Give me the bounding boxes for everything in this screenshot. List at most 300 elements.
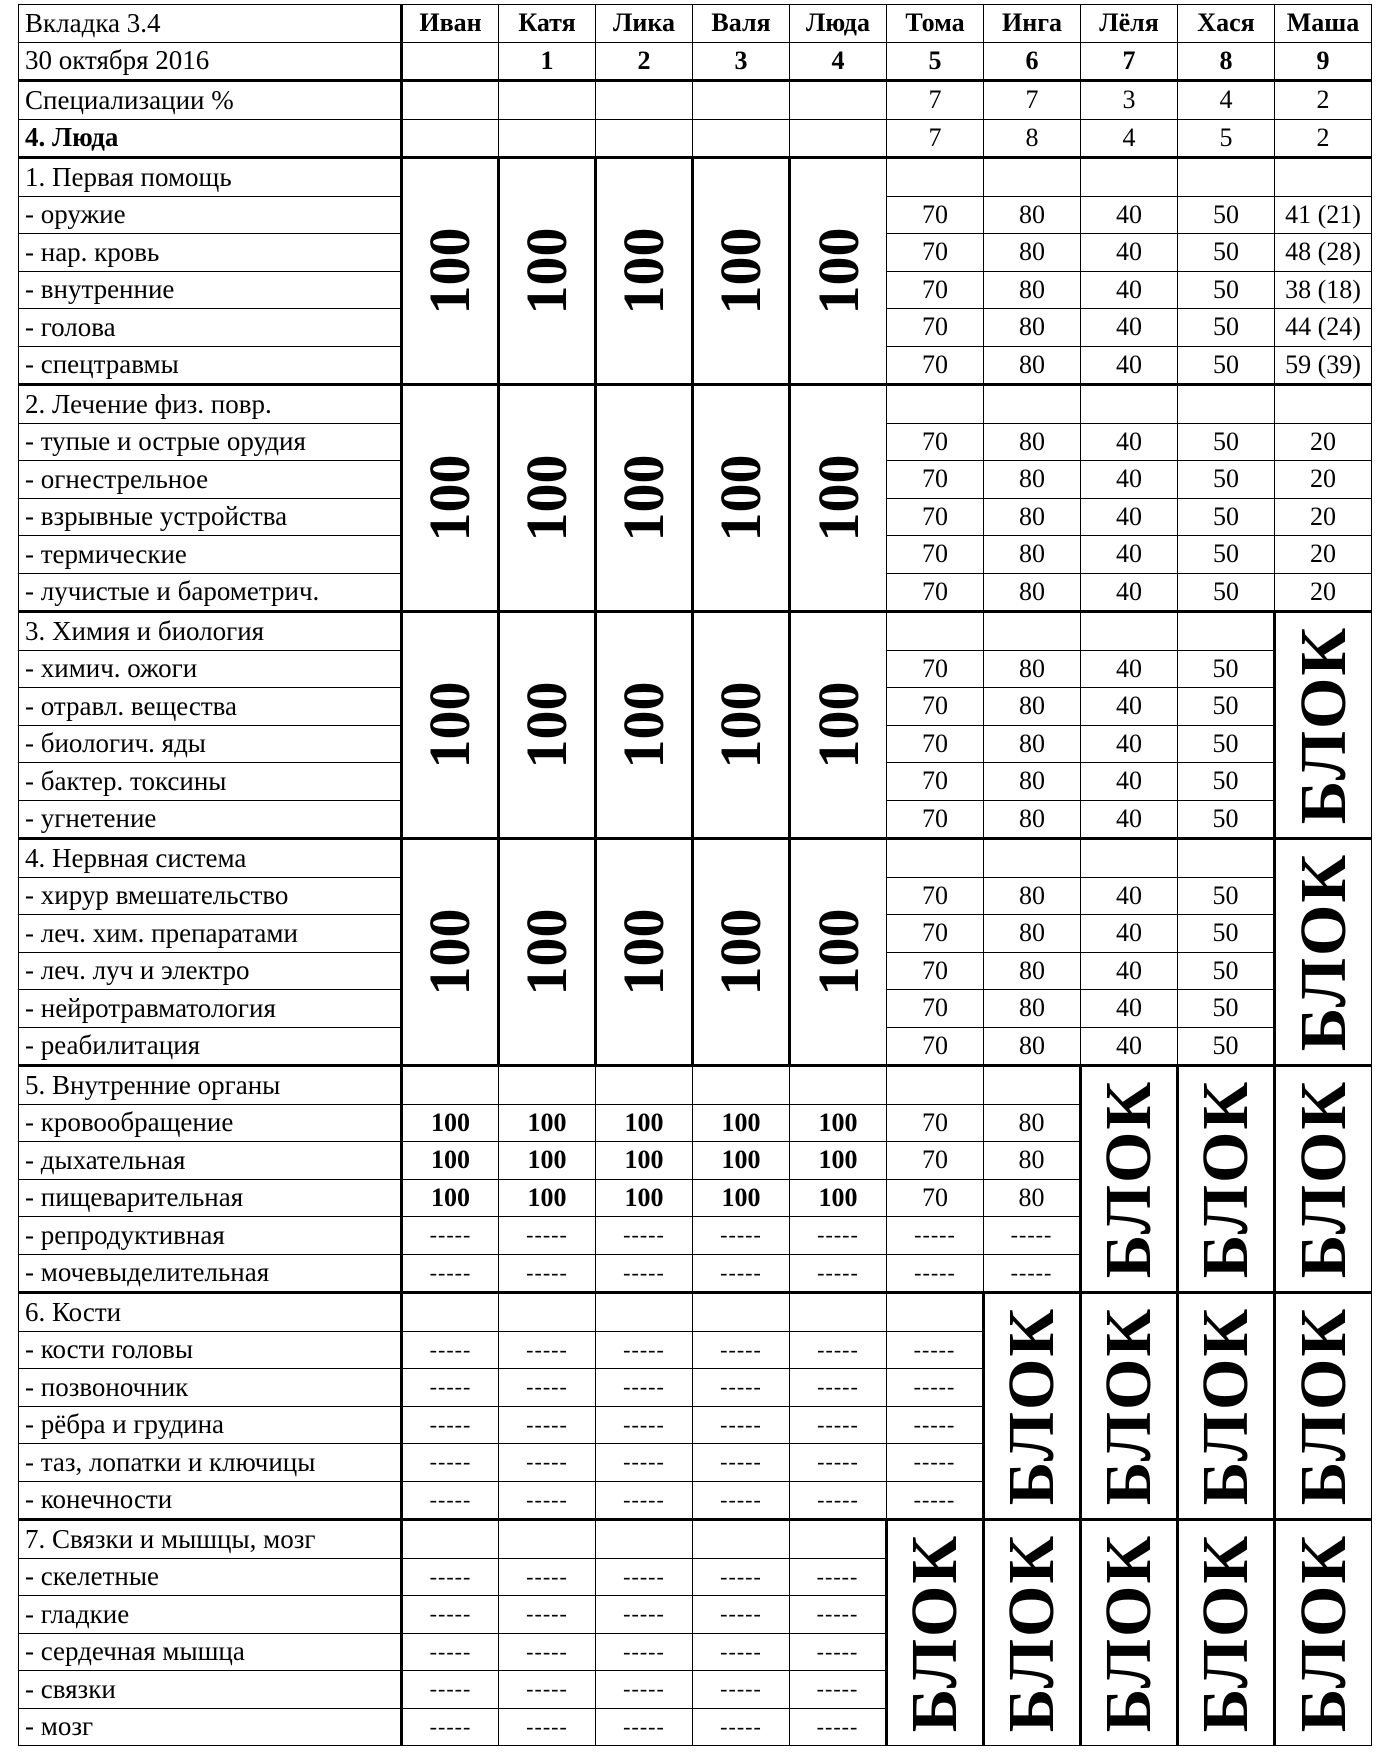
dash-cell: ----- <box>402 1633 499 1671</box>
block-cell-text: БЛОК <box>995 1533 1068 1733</box>
value-cell: 100 <box>596 1179 693 1217</box>
masha-value: 20 <box>1275 461 1372 499</box>
khasya-value: 50 <box>1178 573 1275 612</box>
percent-cell: 8 <box>984 119 1081 158</box>
specialization-row <box>19 81 1372 120</box>
empty-cell <box>887 385 984 424</box>
item-label: - внутренние <box>19 271 402 309</box>
specialization-label: Специализации % <box>19 81 402 120</box>
lelya-value: 40 <box>1081 915 1178 953</box>
name-toma: Тома <box>887 5 984 43</box>
lelya-value: 40 <box>1081 423 1178 461</box>
lelya-value: 40 <box>1081 573 1178 612</box>
empty-cell <box>499 1293 596 1332</box>
lelya-value: 40 <box>1081 309 1178 347</box>
toma-value: 70 <box>887 915 984 953</box>
empty-cell <box>790 1520 887 1559</box>
item-label: - леч. хим. препаратами <box>19 915 402 953</box>
big-100-cell-text: 100 <box>611 454 676 542</box>
toma-value: 70 <box>887 1027 984 1066</box>
big-100-cell <box>790 158 887 385</box>
item-label: - кости головы <box>19 1331 402 1369</box>
block-cell <box>984 1293 1081 1520</box>
column-number: 6 <box>984 42 1081 81</box>
block-cell-text: БЛОК <box>1189 1079 1262 1279</box>
empty-cell <box>402 1520 499 1559</box>
lelya-value: 40 <box>1081 234 1178 272</box>
block-cell <box>1275 1066 1372 1293</box>
inga-value: 80 <box>984 309 1081 347</box>
dash-cell: ----- <box>596 1254 693 1293</box>
section-title-row <box>19 158 1372 197</box>
dash-cell: ----- <box>402 1217 499 1255</box>
empty-cell <box>499 1066 596 1105</box>
toma-value: 70 <box>887 461 984 499</box>
item-label: - биологич. яды <box>19 725 402 763</box>
empty-cell <box>1275 385 1372 424</box>
lyuda-row <box>19 119 1372 158</box>
empty-cell <box>887 839 984 878</box>
dash-cell: ----- <box>499 1596 596 1634</box>
dash-cell: ----- <box>596 1708 693 1746</box>
item-label: - лучистые и барометрич. <box>19 573 402 612</box>
section-title-row <box>19 612 1372 651</box>
column-number: 5 <box>887 42 984 81</box>
empty-cell <box>1081 385 1178 424</box>
khasya-value: 50 <box>1178 346 1275 385</box>
inga-value: 80 <box>984 346 1081 385</box>
lelya-value: 40 <box>1081 196 1178 234</box>
big-100-cell <box>499 158 596 385</box>
inga-value: 80 <box>984 688 1081 726</box>
date-label: 30 октября 2016 <box>19 42 402 81</box>
dash-cell: ----- <box>693 1406 790 1444</box>
dash-cell: ----- <box>596 1558 693 1596</box>
khasya-value: 50 <box>1178 952 1275 990</box>
section-title: 6. Кости <box>19 1293 402 1332</box>
inga-value: 80 <box>984 952 1081 990</box>
toma-value: 70 <box>887 763 984 801</box>
dash-cell: ----- <box>790 1671 887 1709</box>
percent-cell: 7 <box>984 81 1081 120</box>
item-label: - рёбра и грудина <box>19 1406 402 1444</box>
value-cell: 100 <box>596 1142 693 1180</box>
big-100-cell <box>790 385 887 612</box>
inga-value: 80 <box>984 271 1081 309</box>
khasya-value: 50 <box>1178 763 1275 801</box>
big-100-cell <box>402 612 499 839</box>
percent-cell <box>790 81 887 120</box>
toma-value: 70 <box>887 725 984 763</box>
empty-cell <box>596 1066 693 1105</box>
big-100-cell-text: 100 <box>417 454 482 542</box>
value-cell: 70 <box>887 1104 984 1142</box>
empty-cell <box>984 1066 1081 1105</box>
dash-cell: ----- <box>596 1406 693 1444</box>
lelya-value: 40 <box>1081 461 1178 499</box>
big-100-cell-text: 100 <box>417 681 482 769</box>
item-label: - мозг <box>19 1708 402 1746</box>
lelya-value: 40 <box>1081 650 1178 688</box>
big-100-cell-text: 100 <box>805 681 871 769</box>
dash-cell: ----- <box>887 1217 984 1255</box>
dash-cell: ----- <box>596 1481 693 1520</box>
toma-value: 70 <box>887 877 984 915</box>
inga-value: 80 <box>984 461 1081 499</box>
inga-value: 80 <box>984 800 1081 839</box>
dash-cell: ----- <box>402 1481 499 1520</box>
dash-cell: ----- <box>499 1217 596 1255</box>
value-cell: 100 <box>499 1104 596 1142</box>
dash-cell: ----- <box>402 1406 499 1444</box>
dash-cell: ----- <box>402 1596 499 1634</box>
empty-cell <box>1081 839 1178 878</box>
dash-cell: ----- <box>499 1708 596 1746</box>
khasya-value: 50 <box>1178 725 1275 763</box>
percent-cell: 7 <box>887 81 984 120</box>
empty-cell <box>693 1293 790 1332</box>
empty-cell <box>1081 158 1178 197</box>
value-cell: 70 <box>887 1142 984 1180</box>
dash-cell: ----- <box>693 1254 790 1293</box>
dash-cell: ----- <box>596 1633 693 1671</box>
dash-cell: ----- <box>693 1708 790 1746</box>
percent-cell: 2 <box>1275 119 1372 158</box>
masha-value: 20 <box>1275 498 1372 536</box>
percent-cell <box>402 119 499 158</box>
skills-table <box>18 4 1372 1746</box>
section-title-row <box>19 1293 1372 1332</box>
section-title: 4. Нервная система <box>19 839 402 878</box>
block-cell-text: БЛОК <box>1286 1306 1360 1506</box>
dash-cell: ----- <box>402 1708 499 1746</box>
dash-cell: ----- <box>402 1444 499 1482</box>
percent-cell <box>499 119 596 158</box>
item-label: - хирур вмешательство <box>19 877 402 915</box>
dash-cell: ----- <box>402 1254 499 1293</box>
block-cell-text: БЛОК <box>1189 1533 1262 1733</box>
block-cell <box>1275 612 1372 839</box>
value-cell: 100 <box>499 1142 596 1180</box>
percent-cell <box>693 119 790 158</box>
toma-value: 70 <box>887 688 984 726</box>
toma-value: 70 <box>887 498 984 536</box>
item-label: - угнетение <box>19 800 402 839</box>
dash-cell: ----- <box>402 1369 499 1407</box>
lelya-value: 40 <box>1081 536 1178 574</box>
header-names-row <box>19 5 1372 43</box>
dash-cell: ----- <box>402 1331 499 1369</box>
empty-cell <box>596 1520 693 1559</box>
lelya-value: 40 <box>1081 877 1178 915</box>
dash-cell: ----- <box>402 1558 499 1596</box>
dash-cell: ----- <box>499 1558 596 1596</box>
dash-cell: ----- <box>499 1254 596 1293</box>
block-cell <box>1275 1293 1372 1520</box>
percent-cell: 4 <box>1178 81 1275 120</box>
dash-cell: ----- <box>790 1708 887 1746</box>
dash-cell: ----- <box>693 1671 790 1709</box>
section-title-row <box>19 385 1372 424</box>
toma-value: 70 <box>887 234 984 272</box>
masha-value: 59 (39) <box>1275 346 1372 385</box>
item-label: - позвоночник <box>19 1369 402 1407</box>
empty-cell <box>1081 612 1178 651</box>
value-cell: 100 <box>693 1179 790 1217</box>
empty-cell <box>1178 385 1275 424</box>
dash-cell: ----- <box>693 1481 790 1520</box>
big-100-cell <box>499 839 596 1066</box>
value-cell: 100 <box>596 1104 693 1142</box>
item-label: - пищеварительная <box>19 1179 402 1217</box>
khasya-value: 50 <box>1178 498 1275 536</box>
section-title-row <box>19 1520 1372 1559</box>
block-cell <box>984 1520 1081 1746</box>
block-cell-text: БЛОК <box>1286 1533 1360 1733</box>
item-label: - оружие <box>19 196 402 234</box>
item-label: - нар. кровь <box>19 234 402 272</box>
big-100-cell <box>402 158 499 385</box>
block-cell <box>1275 839 1372 1066</box>
khasya-value: 50 <box>1178 271 1275 309</box>
big-100-cell <box>790 612 887 839</box>
dash-cell: ----- <box>984 1254 1081 1293</box>
masha-value: 44 (24) <box>1275 309 1372 347</box>
big-100-cell-text: 100 <box>611 908 676 996</box>
block-cell <box>1081 1066 1178 1293</box>
percent-cell <box>790 119 887 158</box>
section-title: 5. Внутренние органы <box>19 1066 402 1105</box>
item-label: - сердечная мышца <box>19 1633 402 1671</box>
column-number: 2 <box>596 42 693 81</box>
value-cell: 100 <box>402 1104 499 1142</box>
name-ivan: Иван <box>402 5 499 43</box>
item-label: - бактер. токсины <box>19 763 402 801</box>
inga-value: 80 <box>984 915 1081 953</box>
name-masha: Маша <box>1275 5 1372 43</box>
dash-cell: ----- <box>790 1406 887 1444</box>
dash-cell: ----- <box>790 1254 887 1293</box>
inga-value: 80 <box>984 573 1081 612</box>
dash-cell: ----- <box>499 1444 596 1482</box>
dash-cell: ----- <box>499 1481 596 1520</box>
dash-cell: ----- <box>693 1369 790 1407</box>
block-cell <box>1081 1293 1178 1520</box>
empty-cell <box>693 1520 790 1559</box>
khasya-value: 50 <box>1178 990 1275 1028</box>
value-cell: 100 <box>693 1104 790 1142</box>
big-100-cell-text: 100 <box>417 908 482 996</box>
big-100-cell-text: 100 <box>514 681 579 769</box>
empty-cell <box>1178 612 1275 651</box>
inga-value: 80 <box>984 234 1081 272</box>
dash-cell: ----- <box>790 1596 887 1634</box>
dash-cell: ----- <box>596 1596 693 1634</box>
name-lika: Лика <box>596 5 693 43</box>
lelya-value: 40 <box>1081 990 1178 1028</box>
item-label: - репродуктивная <box>19 1217 402 1255</box>
toma-value: 70 <box>887 952 984 990</box>
block-cell-text: БЛОК <box>995 1306 1068 1506</box>
empty-cell <box>984 385 1081 424</box>
value-cell: 100 <box>790 1142 887 1180</box>
toma-value: 70 <box>887 346 984 385</box>
dash-cell: ----- <box>790 1444 887 1482</box>
big-100-cell-text: 100 <box>514 908 579 996</box>
dash-cell: ----- <box>499 1331 596 1369</box>
item-label: - кровообращение <box>19 1104 402 1142</box>
percent-cell <box>596 119 693 158</box>
block-cell <box>1178 1520 1275 1746</box>
lelya-value: 40 <box>1081 725 1178 763</box>
section-title: 2. Лечение физ. повр. <box>19 385 402 424</box>
dash-cell: ----- <box>887 1444 984 1482</box>
column-number: 4 <box>790 42 887 81</box>
big-100-cell <box>790 839 887 1066</box>
item-label: - мочевыделительная <box>19 1254 402 1293</box>
dash-cell: ----- <box>790 1558 887 1596</box>
item-label: - нейротравматология <box>19 990 402 1028</box>
khasya-value: 50 <box>1178 309 1275 347</box>
name-khasya: Хася <box>1178 5 1275 43</box>
khasya-value: 50 <box>1178 1027 1275 1066</box>
inga-value: 80 <box>984 1027 1081 1066</box>
name-inga: Инга <box>984 5 1081 43</box>
lelya-value: 40 <box>1081 688 1178 726</box>
inga-value: 80 <box>984 423 1081 461</box>
masha-value: 38 (18) <box>1275 271 1372 309</box>
toma-value: 70 <box>887 196 984 234</box>
empty-cell <box>887 1293 984 1332</box>
dash-cell: ----- <box>596 1217 693 1255</box>
item-label: - таз, лопатки и ключицы <box>19 1444 402 1482</box>
empty-cell <box>790 1066 887 1105</box>
dash-cell: ----- <box>596 1671 693 1709</box>
percent-cell: 5 <box>1178 119 1275 158</box>
big-100-cell <box>596 158 693 385</box>
dash-cell: ----- <box>887 1254 984 1293</box>
item-label: - отравл. вещества <box>19 688 402 726</box>
header-numbers-row <box>19 42 1372 81</box>
inga-value: 80 <box>984 498 1081 536</box>
big-100-cell <box>596 612 693 839</box>
empty-cell <box>596 1293 693 1332</box>
khasya-value: 50 <box>1178 196 1275 234</box>
dash-cell: ----- <box>693 1596 790 1634</box>
dash-cell: ----- <box>790 1481 887 1520</box>
dash-cell: ----- <box>790 1369 887 1407</box>
lelya-value: 40 <box>1081 271 1178 309</box>
big-100-cell <box>499 612 596 839</box>
empty-cell <box>984 839 1081 878</box>
dash-cell: ----- <box>790 1217 887 1255</box>
block-cell-text: БЛОК <box>1092 1533 1165 1733</box>
name-valya: Валя <box>693 5 790 43</box>
khasya-value: 50 <box>1178 650 1275 688</box>
section-title: 3. Химия и биология <box>19 612 402 651</box>
column-number: 3 <box>693 42 790 81</box>
item-label: - взрывные устройства <box>19 498 402 536</box>
big-100-cell <box>693 385 790 612</box>
empty-cell <box>402 1066 499 1105</box>
block-cell-text: БЛОК <box>1286 1079 1360 1279</box>
toma-value: 70 <box>887 423 984 461</box>
lelya-value: 40 <box>1081 1027 1178 1066</box>
lelya-value: 40 <box>1081 346 1178 385</box>
khasya-value: 50 <box>1178 915 1275 953</box>
value-cell: 100 <box>499 1179 596 1217</box>
big-100-cell <box>693 839 790 1066</box>
big-100-cell-text: 100 <box>805 454 871 542</box>
item-label: - связки <box>19 1671 402 1709</box>
big-100-cell-text: 100 <box>708 227 773 315</box>
item-label: - леч. луч и электро <box>19 952 402 990</box>
dash-cell: ----- <box>499 1406 596 1444</box>
dash-cell: ----- <box>693 1331 790 1369</box>
big-100-cell-text: 100 <box>805 908 871 996</box>
percent-cell <box>693 81 790 120</box>
dash-cell: ----- <box>693 1633 790 1671</box>
big-100-cell-text: 100 <box>708 908 773 996</box>
toma-value: 70 <box>887 800 984 839</box>
item-label: - скелетные <box>19 1558 402 1596</box>
inga-value: 80 <box>984 990 1081 1028</box>
big-100-cell <box>499 385 596 612</box>
empty-cell <box>984 612 1081 651</box>
section-title: 7. Связки и мышцы, мозг <box>19 1520 402 1559</box>
khasya-value: 50 <box>1178 877 1275 915</box>
name-lyuda: Люда <box>790 5 887 43</box>
block-cell <box>1178 1066 1275 1293</box>
empty-cell <box>693 1066 790 1105</box>
masha-value: 20 <box>1275 536 1372 574</box>
block-cell-text: БЛОК <box>898 1533 971 1733</box>
item-label: - дыхательная <box>19 1142 402 1180</box>
lelya-value: 40 <box>1081 763 1178 801</box>
percent-cell: 4 <box>1081 119 1178 158</box>
dash-cell: ----- <box>790 1331 887 1369</box>
big-100-cell <box>693 158 790 385</box>
toma-value: 70 <box>887 573 984 612</box>
dash-cell: ----- <box>887 1406 984 1444</box>
percent-cell <box>402 81 499 120</box>
big-100-cell-text: 100 <box>805 227 871 315</box>
value-cell: 100 <box>402 1179 499 1217</box>
item-label: - конечности <box>19 1481 402 1520</box>
empty-cell <box>499 1520 596 1559</box>
column-number: 9 <box>1275 42 1372 81</box>
khasya-value: 50 <box>1178 234 1275 272</box>
masha-value: 48 (28) <box>1275 234 1372 272</box>
empty-cell <box>790 1293 887 1332</box>
big-100-cell <box>596 385 693 612</box>
lelya-value: 40 <box>1081 498 1178 536</box>
block-cell-text: БЛОК <box>1189 1306 1262 1506</box>
item-label: - тупые и острые орудия <box>19 423 402 461</box>
name-katya: Катя <box>499 5 596 43</box>
toma-value: 70 <box>887 990 984 1028</box>
section-title: 1. Первая помощь <box>19 158 402 197</box>
big-100-cell <box>402 385 499 612</box>
empty-cell <box>1275 158 1372 197</box>
block-cell-text: БЛОК <box>1286 625 1360 825</box>
block-cell-text: БЛОК <box>1092 1306 1165 1506</box>
lyuda-label: 4. Люда <box>19 119 402 158</box>
big-100-cell-text: 100 <box>708 681 773 769</box>
dash-cell: ----- <box>984 1217 1081 1255</box>
toma-value: 70 <box>887 650 984 688</box>
dash-cell: ----- <box>596 1369 693 1407</box>
